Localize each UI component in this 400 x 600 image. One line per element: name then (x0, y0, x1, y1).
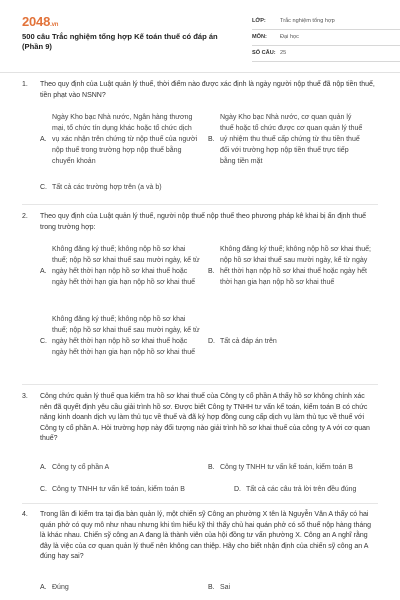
question-text: Theo quy định của Luật quản lý thuế, người nộp thuế nộp thuế theo phương pháp kê khai bị ấn định thuế trong trường hợp: (40, 213, 367, 231)
question-number: 3. (22, 393, 28, 400)
option-letter: B. (208, 584, 215, 591)
option-text: Ngày Kho bạc Nhà nước, cơ quan quản lý thuế hoặc tổ chức được cơ quan quản lý thuế uỷ nhiệm thu thuế cấp chứng từ thu tiền thuế đối với trường hợp nộp tiền thuế trực tiếp bằng tiền mặt (220, 114, 363, 165)
option-letter: C. (40, 184, 47, 191)
option-text: Tất cả các câu trả lời trên đều đúng (246, 486, 357, 493)
question-number: 4. (22, 511, 28, 518)
option-text: Không đăng ký thuế; không nộp hồ sơ khai thuế; nộp hồ sơ khai thuế sau mười ngày, kể từ ngày hết thời hạn nộp hồ sơ khai thuế hoặc ngày hết thời hạn gia hạn nộp hồ sơ khai thuế (220, 246, 371, 286)
option-text: Tất cả đáp án trên (220, 338, 277, 345)
option-letter: C. (40, 486, 47, 493)
meta-label: SỐ CÂU: (252, 50, 276, 56)
question-1 (22, 80, 384, 200)
option-letter: D. (234, 486, 241, 493)
option-letter: A. (40, 464, 47, 471)
option-text: Tất cả các trường hợp trên (a và b) (52, 184, 162, 191)
option-letter: B. (208, 136, 215, 143)
meta-value: 25 (280, 50, 287, 56)
option-text: Công ty TNHH tư vấn kế toán, kiểm toán B (220, 464, 353, 471)
option-letter: D. (208, 338, 215, 345)
option-text: Công ty cổ phần A (52, 464, 110, 471)
question-number: 1. (22, 81, 28, 88)
option-letter: A. (40, 268, 47, 275)
question-separator (22, 503, 378, 504)
question-separator (22, 204, 378, 205)
question-3 (22, 392, 384, 500)
question-text: Theo quy định của Luật quản lý thuế, thời điểm nào được xác định là ngày người nộp thuế đã nộp tiền thuế, tiền phạt vào NSNN? (40, 81, 375, 99)
question-number: 2. (22, 213, 28, 220)
option-letter: C. (40, 338, 47, 345)
meta-row-subject (252, 30, 400, 46)
option-text: Không đăng ký thuế; không nộp hồ sơ khai thuế; nộp hồ sơ khai thuế sau mười ngày, kể từ ngày hết thời hạn nộp hồ sơ khai thuế hoặc ngày hết thời hạn gia hạn nộp hồ sơ khai thuế (52, 246, 200, 286)
option-letter: B. (208, 268, 215, 275)
option-text: Ngày Kho bạc Nhà nước, Ngân hàng thương mại, tổ chức tín dụng khác hoặc tổ chức dịch vụ xác nhận trên chứng từ nộp thuế của người nộp thuế trong trường hợp nộp thuế bằng chuyển khoản (52, 114, 198, 165)
option-letter: A. (40, 136, 47, 143)
question-separator (22, 384, 378, 385)
option-text: Không đăng ký thuế; không nộp hồ sơ khai thuế; nộp hồ sơ khai thuế sau mười ngày, kể từ ngày hết thời hạn nộp hồ sơ khai thuế hoặc ngày hết thời hạn gia hạn nộp hồ sơ khai thuế (52, 316, 200, 356)
meta-label: MÔN: (252, 34, 267, 40)
question-text: Trong lần đi kiểm tra tại địa bàn quản lý, một chiến sỹ Công an phường X tên là Nguyễn Văn A thấy có hai quán phở có quy mô như nhau nhưng khi tìm hiểu kỹ thì thấy chủ hai quán phở có số thuế nộp hàng tháng là khác nhau. Chiến sỹ công an A đang là thành viên của hội đồng tư vấn phường X. Công an A nghĩ rằng đây là việc của cơ quan quản lý thuế nên không can thiệp. Hãy cho biết nhận định của chiến sỹ công an A đúng hay sai? (40, 511, 372, 560)
meta-panel (252, 14, 400, 62)
option-text: Công ty TNHH tư vấn kế toán, kiểm toán B (52, 486, 185, 493)
meta-value[interactable]: Trắc nghiệm tổng hợp (280, 18, 335, 24)
meta-label: LỚP: (252, 18, 266, 24)
option-letter: B. (208, 464, 215, 471)
meta-row-class (252, 14, 400, 30)
question-text: Công chức quản lý thuế qua kiểm tra hồ sơ khai thuế của Công ty cổ phần A thấy hồ sơ không chính xác nên đã quyết định yêu cầu giải trình hồ sơ. Được biết Công ty TNHH tư vấn kế toán, kiểm toán B có chức năng kinh doanh dịch vụ làm thủ tục về thuế và đã ký hợp đồng cung cấp dịch vụ làm thủ tục về thuế với Công ty cổ phần A. Hỏi trường hợp này đối tượng nào giải trình hồ sơ khai thuế của công ty A với cơ quan thuế? (40, 393, 370, 442)
question-4 (22, 510, 384, 596)
meta-row-count (252, 46, 400, 62)
meta-value[interactable]: Đại học (280, 34, 299, 40)
page-title: 500 câu Trắc nghiệm tổng hợp Kế toán thuế có đáp án (Phần 9) (22, 32, 218, 51)
option-text: Đúng (52, 584, 69, 591)
header-divider (0, 72, 400, 73)
option-letter: A. (40, 584, 47, 591)
site-logo[interactable]: 2048.vn (22, 14, 59, 29)
option-text: Sai (220, 584, 231, 591)
question-2 (22, 212, 384, 382)
page-header (22, 14, 382, 64)
